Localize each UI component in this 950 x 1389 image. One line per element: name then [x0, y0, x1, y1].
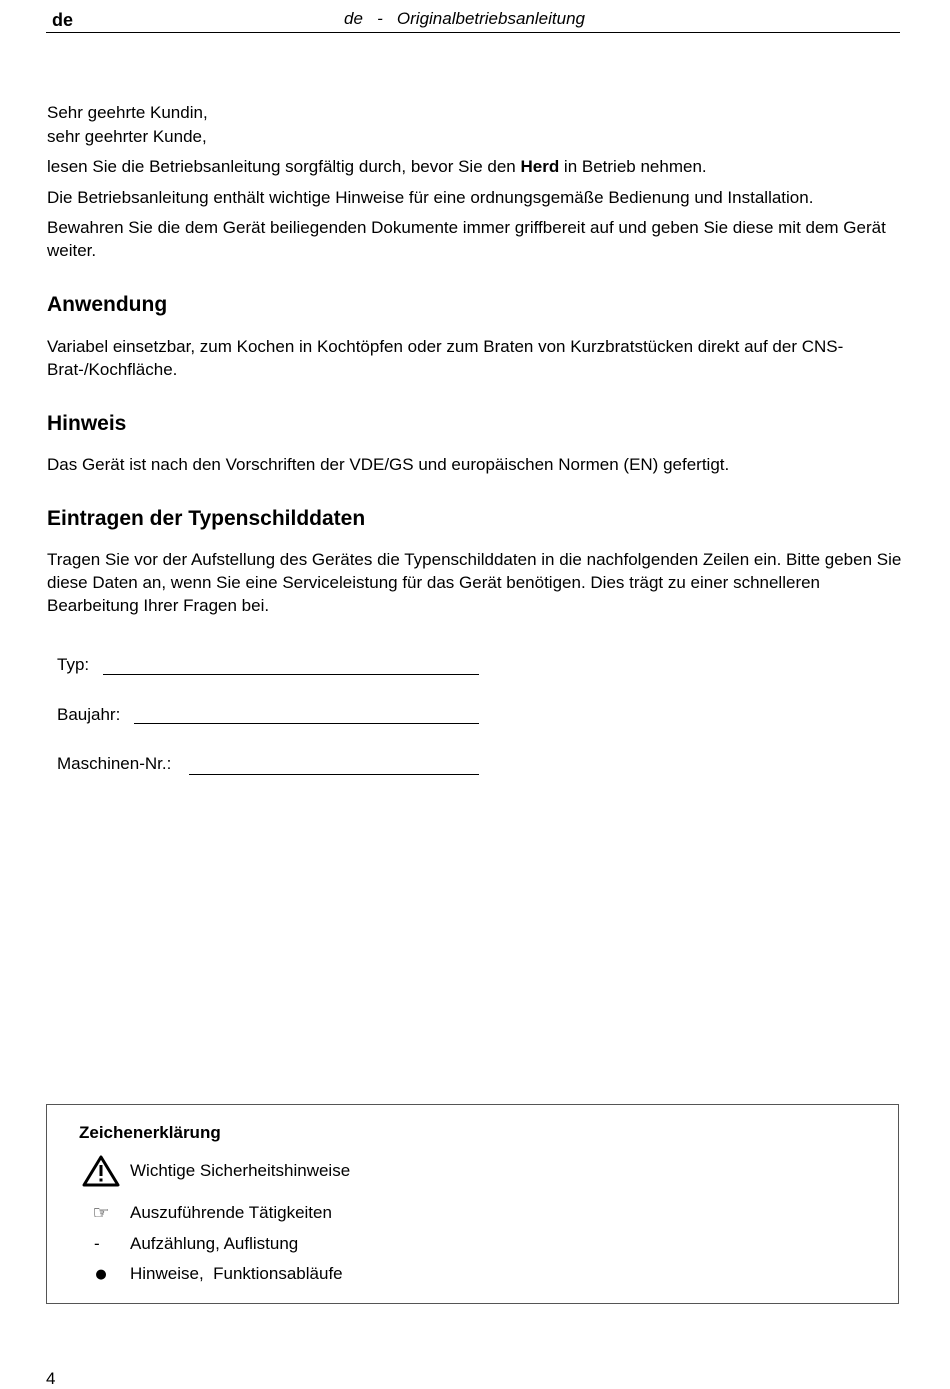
- salutation-2: sehr geehrter Kunde,: [47, 127, 207, 146]
- legend-item: [79, 1159, 779, 1183]
- salutation-1: Sehr geehrte Kundin,: [47, 103, 208, 122]
- intro-text-before: lesen Sie die Betriebsanleitung sorgfältig durch, bevor Sie den: [47, 157, 521, 176]
- legend-item-label: Aufzählung, Auflistung: [130, 1234, 299, 1253]
- heading-anwendung: Anwendung: [47, 293, 168, 316]
- legend-item: [79, 1232, 779, 1256]
- legend-title: Zeichenerklärung: [79, 1123, 221, 1142]
- heading-typenschilddaten: Eintragen der Typenschilddaten: [47, 507, 366, 530]
- typ-input-line[interactable]: [103, 674, 479, 675]
- legend-item-label: Auszuführende Tätigkeiten: [130, 1203, 332, 1222]
- header-language: de: [52, 10, 74, 30]
- bullet-icon: ●: [95, 1266, 107, 1282]
- legend-item-label: Wichtige Sicherheitshinweise: [130, 1161, 351, 1180]
- anwendung-text: Variabel einsetzbar, zum Kochen in Kochtöpfen oder zum Braten von Kurzbratstücken direkt auf der CNS-Brat-/Kochfläche.: [47, 337, 844, 379]
- page-header: [46, 0, 900, 33]
- header-title: de - Originalbetriebsanleitung: [344, 9, 585, 28]
- field-label-maschinen-nr: Maschinen-Nr.:: [57, 754, 172, 773]
- intro-paragraph-1: [47, 155, 903, 178]
- warning-triangle-icon: [79, 1159, 123, 1183]
- field-label-baujahr: Baujahr:: [57, 705, 121, 724]
- legend-item: [79, 1262, 779, 1286]
- typenschild-text: Tragen Sie vor der Aufstellung des Gerätes die Typenschilddaten in die nachfolgenden Zeilen ein. Bitte geben Sie diese Daten an, wenn Sie eine Serviceleistung für das Gerät benötigen. Dies trägt zu einer schnelleren Bearbeitung Ihrer Fragen bei.: [47, 550, 902, 615]
- dash-icon: -: [94, 1234, 100, 1253]
- intro-text-after: in Betrieb nehmen.: [559, 157, 707, 176]
- pointing-hand-icon: ☞: [92, 1202, 110, 1224]
- hinweis-text: Das Gerät ist nach den Vorschriften der VDE/GS und europäischen Normen (EN) gefertigt.: [47, 455, 730, 474]
- symbol-legend-box: [46, 1104, 899, 1304]
- intro-paragraph-3: Bewahren Sie die dem Gerät beiliegenden Dokumente immer griffbereit auf und geben Sie diese mit dem Gerät weiter.: [47, 218, 886, 260]
- maschinen-nr-input-line[interactable]: [189, 774, 479, 775]
- page-number: 4: [46, 1369, 56, 1388]
- heading-hinweis: Hinweis: [47, 412, 127, 435]
- baujahr-input-line[interactable]: [134, 723, 479, 724]
- intro-paragraph-2: Die Betriebsanleitung enthält wichtige Hinweise für eine ordnungsgemäße Bedienung und Installation.: [47, 188, 814, 207]
- field-label-typ: Typ:: [57, 655, 90, 674]
- appliance-name: Herd: [520, 157, 560, 176]
- legend-item: [79, 1201, 779, 1225]
- legend-item-label: Hinweise, Funktionsabläufe: [130, 1264, 343, 1283]
